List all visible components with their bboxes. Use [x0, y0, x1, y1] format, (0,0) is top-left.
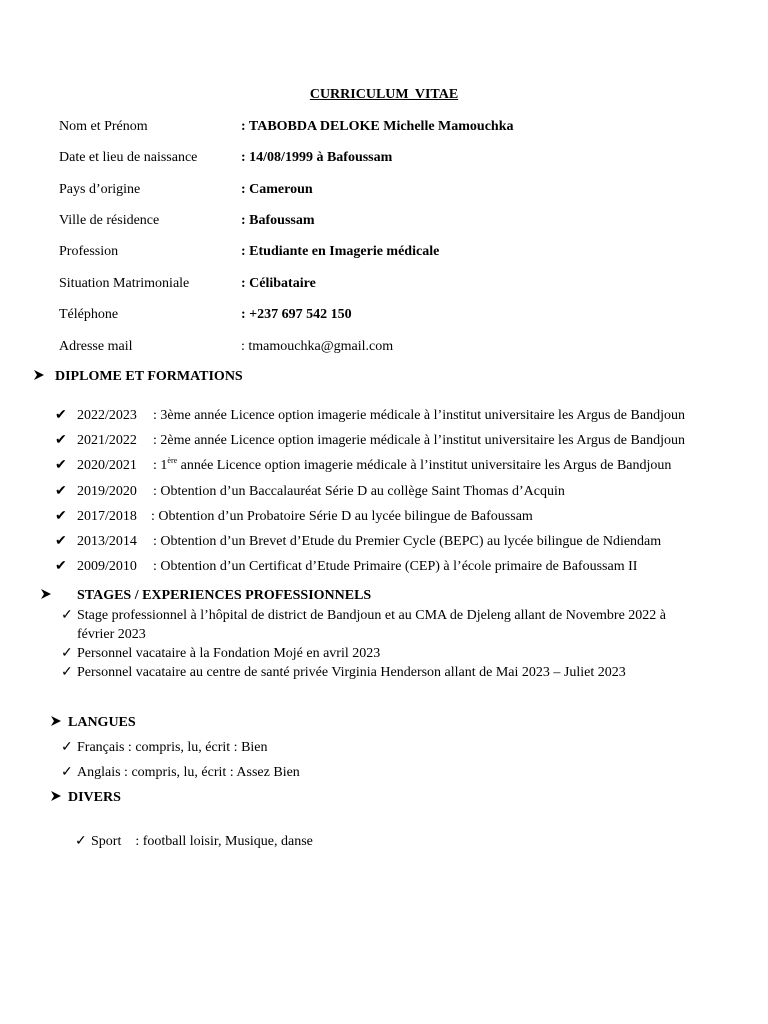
formation-year: 2017/2018 [77, 509, 137, 524]
checkmark-icon: ✓ [61, 646, 73, 661]
info-label: Téléphone [59, 307, 119, 322]
checkmark-icon: ✔ [55, 458, 67, 473]
formation-item [55, 558, 637, 576]
langue-text: Anglais : compris, lu, écrit : Assez Bien [77, 765, 300, 780]
checkmark-icon: ✓ [61, 608, 73, 623]
info-label: Ville de résidence [59, 213, 160, 228]
stage-text: Stage professionnel à l’hôpital de district de Bandjoun et au CMA de Djeleng allant de Novembre 2022 à [77, 608, 667, 623]
info-value: : Etudiante en Imagerie médicale [241, 244, 440, 259]
section-title: DIPLOME ET FORMATIONS [55, 369, 243, 384]
formation-year: 2021/2022 [77, 433, 137, 448]
section-title: LANGUES [68, 715, 136, 730]
info-label: Adresse mail [59, 339, 133, 354]
checkmark-icon: ✓ [61, 765, 73, 780]
formation-year: 2013/2014 [77, 534, 137, 549]
stage-item [61, 664, 626, 682]
formation-text: : Obtention d’un Baccalauréat Série D au collège Saint Thomas d’Acquin [153, 484, 565, 499]
formation-text-prefix: : 1 [153, 458, 168, 473]
stage-item [61, 607, 666, 625]
info-label: Nom et Prénom [59, 119, 148, 134]
divers-text: Sport : football loisir, Musique, danse [91, 834, 313, 849]
formation-text-sup: ère [167, 456, 178, 465]
checkmark-icon: ✓ [61, 740, 73, 755]
formation-item [55, 407, 685, 425]
info-label: Pays d’origine [59, 182, 141, 197]
checkmark-icon: ✓ [61, 665, 73, 680]
formation-text: : Obtention d’un Probatoire Série D au lycée bilingue de Bafoussam [151, 509, 533, 524]
formation-item [55, 533, 661, 551]
formation-text: : 2ème année Licence option imagerie médicale à l’institut universitaire les Argus de Bandjoun [153, 433, 685, 448]
stage-text: Personnel vacataire au centre de santé privée Virginia Henderson allant de Mai 2023 – Juliet 2023 [77, 665, 626, 680]
formation-year: 2020/2021 [77, 458, 137, 473]
info-label: Profession [59, 244, 119, 259]
formation-year: 2009/2010 [77, 559, 137, 574]
stage-text: Personnel vacataire à la Fondation Mojé en avril 2023 [77, 646, 381, 661]
checkmark-icon: ✔ [55, 484, 67, 499]
formation-year: 2022/2023 [77, 408, 137, 423]
arrow-bullet-icon [50, 789, 68, 807]
langue-item [61, 739, 268, 757]
arrow-bullet-icon [40, 587, 77, 605]
checkmark-icon: ✓ [75, 834, 87, 849]
checkmark-icon: ✔ [55, 559, 67, 574]
info-value: : Bafoussam [241, 213, 315, 228]
info-value: : Célibataire [241, 276, 316, 291]
langue-text: Français : compris, lu, écrit : Bien [77, 740, 268, 755]
checkmark-icon: ✔ [55, 433, 67, 448]
divers-item [61, 815, 313, 869]
formation-item [55, 508, 533, 526]
page-title: CURRICULUM VITAE [309, 87, 459, 102]
section-divers [50, 789, 121, 807]
info-label: Situation Matrimoniale [59, 276, 190, 291]
formation-text: : 3ème année Licence option imagerie médicale à l’institut universitaire les Argus de Bandjoun [153, 408, 685, 423]
formation-text: : Obtention d’un Brevet d’Etude du Premier Cycle (BEPC) au lycée bilingue de Ndiendam [153, 534, 662, 549]
formation-text-suffix: année Licence option imagerie médicale à l’institut universitaire les Argus de Bandjoun [177, 458, 672, 473]
info-label: Date et lieu de naissance [59, 150, 198, 165]
info-value: : 14/08/1999 à Bafoussam [241, 150, 393, 165]
section-langues [50, 714, 136, 732]
formation-item [55, 432, 685, 450]
section-diplomes [33, 368, 243, 386]
stage-item-continued [77, 626, 146, 644]
checkmark-icon: ✔ [55, 534, 67, 549]
email-value: : tmamouchka@gmail.com [241, 339, 394, 354]
langue-item [61, 764, 300, 782]
formation-year: 2019/2020 [77, 484, 137, 499]
stage-text: février 2023 [77, 627, 146, 642]
info-value: : Cameroun [241, 182, 313, 197]
section-title: DIVERS [68, 790, 121, 805]
checkmark-icon: ✔ [55, 509, 67, 524]
arrow-bullet-icon [50, 714, 68, 732]
info-value: : TABOBDA DELOKE Michelle Mamouchka [241, 119, 514, 134]
formation-item [55, 457, 671, 475]
formation-item [55, 483, 565, 501]
section-title: STAGES / EXPERIENCES PROFESSIONNELS [77, 588, 372, 603]
info-value: : +237 697 542 150 [241, 307, 352, 322]
formation-text: : Obtention d’un Certificat d’Etude Primaire (CEP) à l’école primaire de Bafoussam II [153, 559, 638, 574]
arrow-bullet-icon [33, 368, 55, 386]
checkmark-icon: ✔ [55, 408, 67, 423]
stage-item [61, 645, 380, 663]
section-stages [40, 587, 371, 605]
